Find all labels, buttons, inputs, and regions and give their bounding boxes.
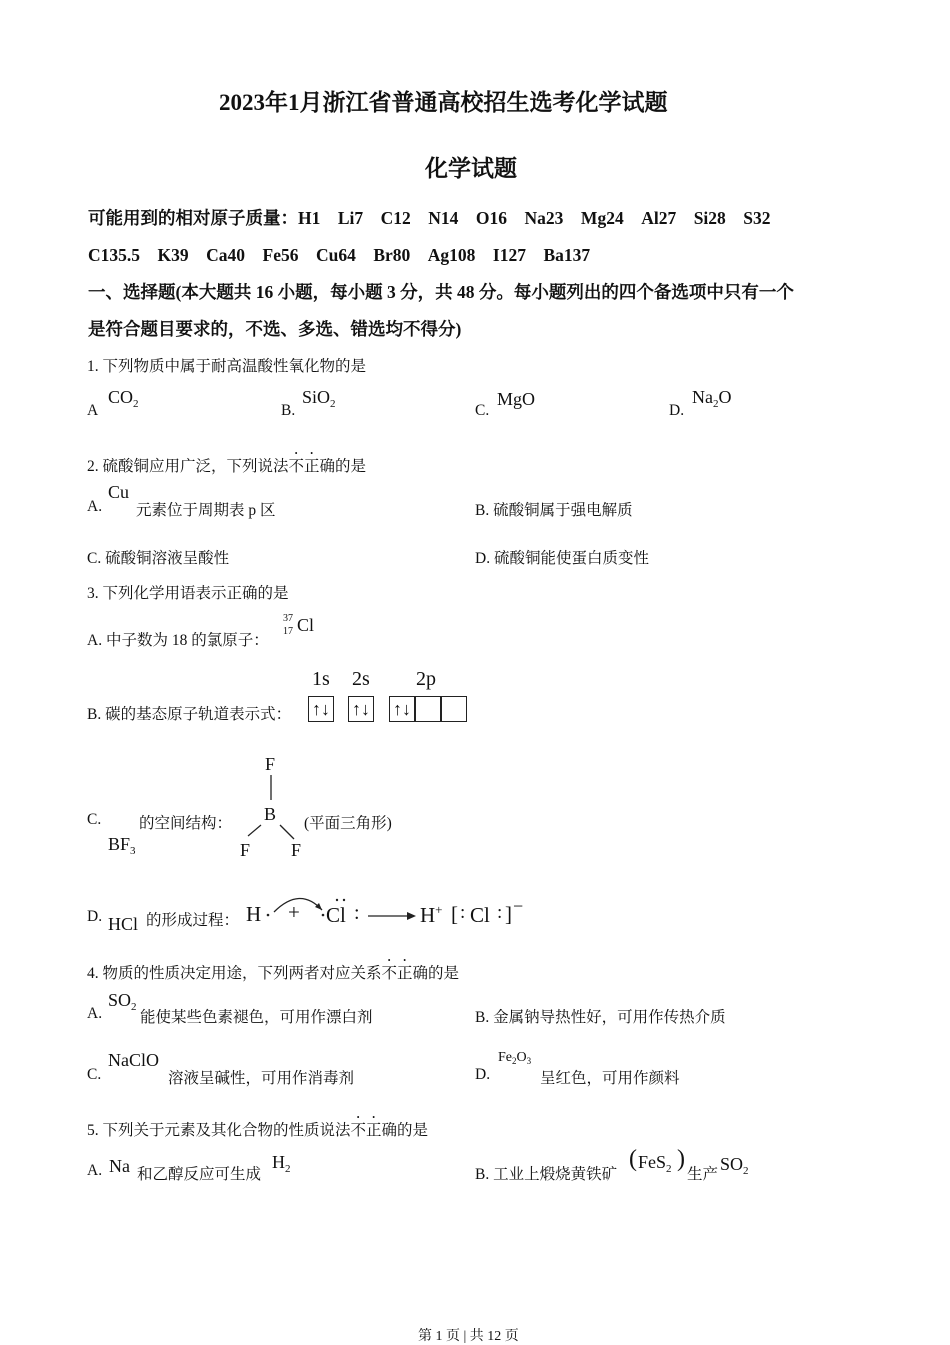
q2-stem: 2. 硫酸铜应用广泛，下列说法不正确的是 xyxy=(87,458,367,475)
q1-stem: 1. 下列物质中属于耐高温酸性氧化物的是 xyxy=(87,358,367,375)
q3-stem: 3. 下列化学用语表示正确的是 xyxy=(87,585,289,602)
document-title: 2023年1月浙江省普通高校招生选考化学试题 xyxy=(219,90,668,115)
q2-option-b: B. 硫酸铜属于强电解质 xyxy=(475,502,633,519)
document-subtitle: 化学试题 xyxy=(425,156,517,181)
atomic-masses-line1: 可能用到的相对原子质量：H1 Li7 C12 N14 O16 Na23 Mg24 Al27 Si28 S32 xyxy=(88,208,771,228)
q2-option-d: D. 硫酸铜能使蛋白质变性 xyxy=(475,550,649,567)
orbital-2p-1: ↑↓ xyxy=(389,696,415,722)
section-heading-line2: 是符合题目要求的，不选、多选、错选均不得分) xyxy=(88,319,462,339)
atomic-masses-line2: C135.5 K39 Ca40 Fe56 Cu64 Br80 Ag108 I127 Ba137 xyxy=(88,245,591,265)
q4-stem: 4. 物质的性质决定用途，下列两者对应关系不正确的是 xyxy=(87,965,460,982)
orbital-2p-3 xyxy=(441,696,467,722)
q5-stem: 5. 下列关于元素及其化合物的性质说法不正确的是 xyxy=(87,1122,429,1139)
page-footer: 第 1 页 | 共 12 页 xyxy=(418,1329,519,1344)
orbital-2s: ↑↓ xyxy=(348,696,374,722)
section-heading-line1: 一、选择题(本大题共 16 小题，每小题 3 分，共 48 分。每小题列出的四个备选项中只有一个 xyxy=(88,282,794,302)
orbital-2p-2 xyxy=(415,696,441,722)
q2-option-c: C. 硫酸铜溶液呈酸性 xyxy=(87,550,230,567)
orbital-1s: ↑↓ xyxy=(308,696,334,722)
bf3-bonds xyxy=(240,770,310,845)
electron-transfer-arrow xyxy=(260,890,420,930)
q4-option-b: B. 金属钠导热性好，可用作传热介质 xyxy=(475,1009,726,1026)
